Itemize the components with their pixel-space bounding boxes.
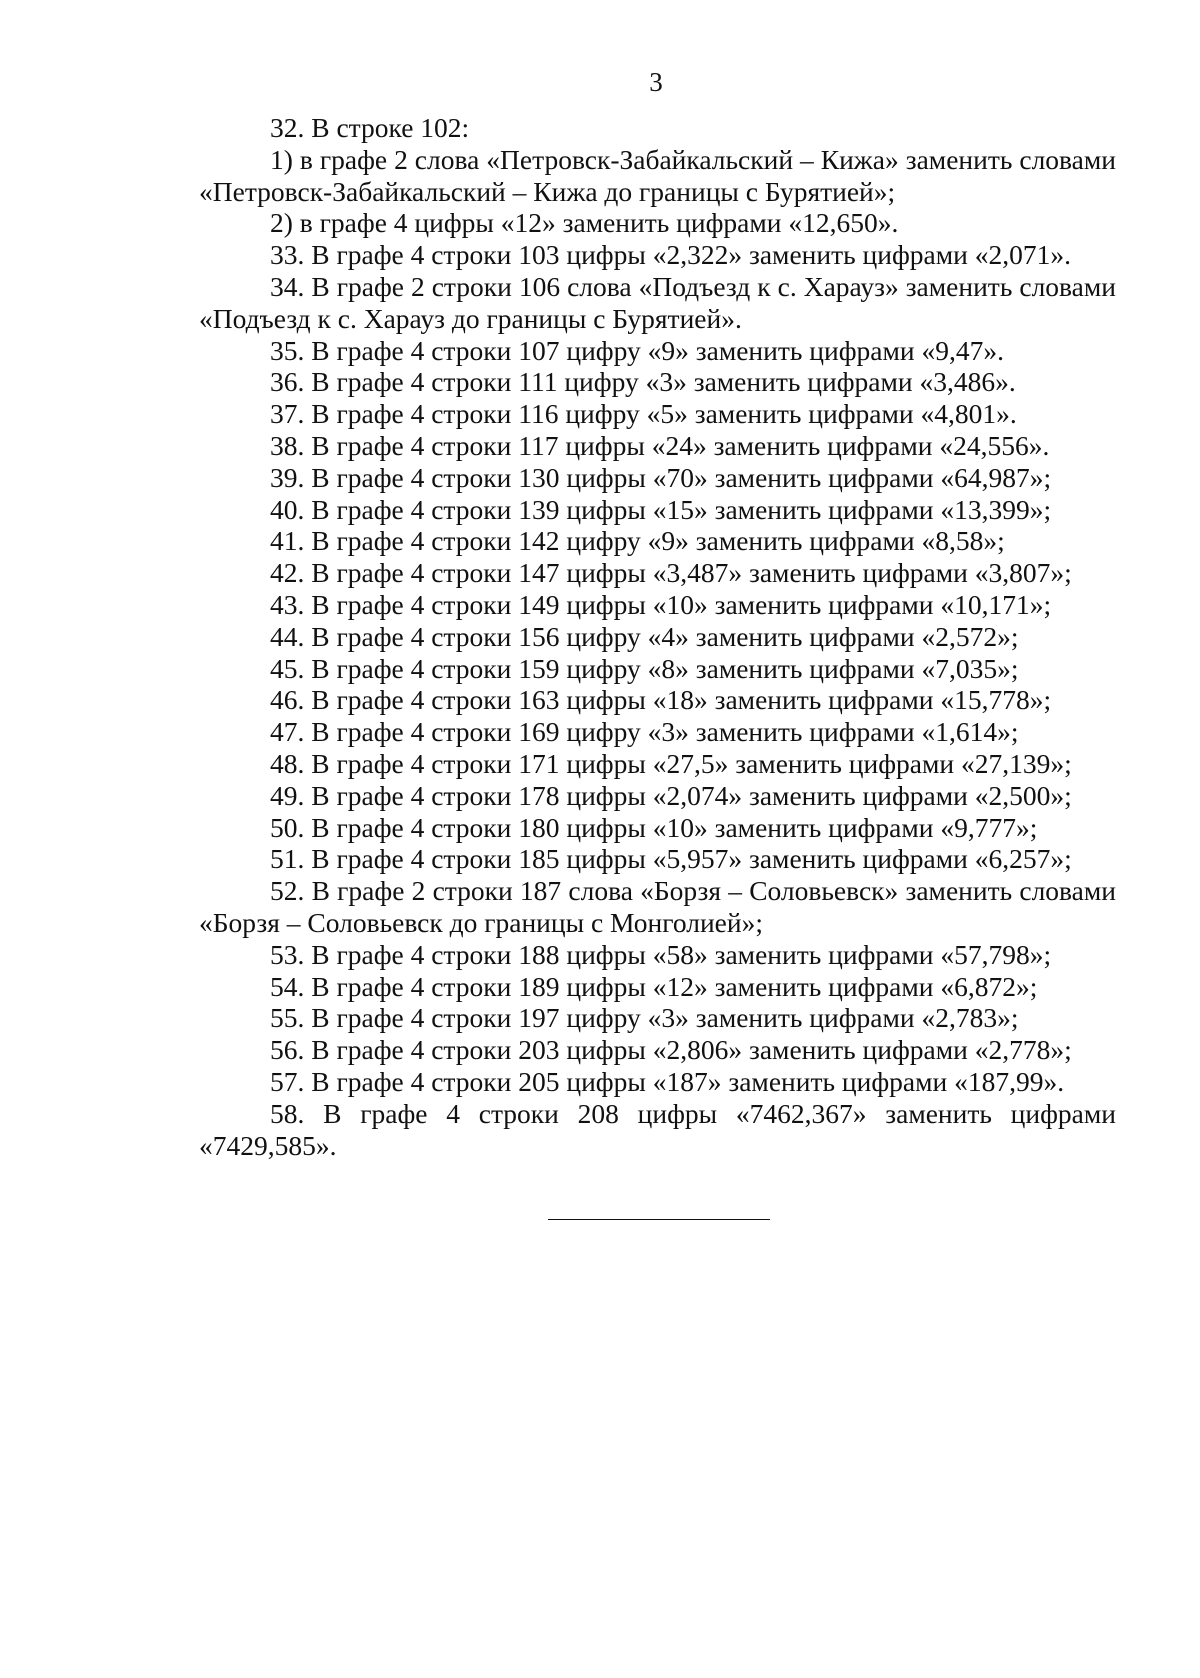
paragraph-text: 50. В графе 4 строки 180 цифры «10» заменить цифрами «9,777»; — [270, 811, 1038, 843]
list-item — [199, 684, 1116, 716]
paragraph-text: 2) в графе 4 цифры «12» заменить цифрами «12,650». — [270, 207, 899, 239]
paragraph-text: 44. В графе 4 строки 156 цифру «4» заменить цифрами «2,572»; — [270, 620, 1019, 652]
paragraph-text: 42. В графе 4 строки 147 цифры «3,487» заменить цифрами «3,807»; — [270, 557, 1072, 589]
list-item — [199, 398, 1116, 430]
list-item — [199, 971, 1116, 1003]
list-item — [199, 843, 1116, 875]
paragraph-text: 48. В графе 4 строки 171 цифры «27,5» заменить цифрами «27,139»; — [270, 747, 1072, 779]
list-item — [199, 462, 1116, 494]
paragraph-text: 56. В графе 4 строки 203 цифры «2,806» заменить цифрами «2,778»; — [270, 1034, 1072, 1066]
list-item — [199, 366, 1116, 398]
paragraph-text: 39. В графе 4 строки 130 цифры «70» заменить цифрами «64,987»; — [270, 461, 1052, 493]
list-item — [199, 1002, 1116, 1034]
list-item — [199, 812, 1116, 844]
list-item — [199, 621, 1116, 653]
paragraph-text: 46. В графе 4 строки 163 цифры «18» заменить цифрами «15,778»; — [270, 684, 1052, 716]
paragraph-continuation: «Петровск-Забайкальский – Кижа до границы с Бурятией»; — [199, 175, 896, 207]
paragraph-text: 47. В графе 4 строки 169 цифру «3» заменить цифрами «1,614»; — [270, 716, 1019, 748]
list-item — [199, 1066, 1116, 1098]
list-item — [199, 430, 1116, 462]
paragraph-text: 51. В графе 4 строки 185 цифры «5,957» заменить цифрами «6,257»; — [270, 843, 1072, 875]
list-item — [199, 716, 1116, 748]
list-item — [199, 112, 1116, 144]
closing-rule — [548, 1219, 770, 1220]
list-item — [199, 939, 1116, 971]
paragraph-continuation: «7429,585». — [199, 1129, 337, 1161]
list-item — [199, 557, 1116, 589]
paragraph-text: 37. В графе 4 строки 116 цифру «5» заменить цифрами «4,801». — [270, 398, 1017, 430]
list-item — [199, 589, 1116, 621]
paragraph-text: 1) в графе 2 слова «Петровск-Забайкальский – Кижа» заменить словами — [270, 143, 1116, 175]
paragraph-continuation: «Подъезд к с. Харауз до границы с Бурятией». — [199, 302, 742, 334]
page-number: 3 — [649, 67, 663, 97]
paragraph-text: 58. В графе 4 строки 208 цифры «7462,367» заменить цифрами — [270, 1097, 1116, 1129]
list-item — [199, 1098, 1116, 1162]
list-item — [199, 780, 1116, 812]
list-item — [199, 271, 1116, 335]
list-item — [199, 525, 1116, 557]
paragraph-text: 32. В строке 102: — [270, 112, 470, 143]
list-item — [199, 653, 1116, 685]
document-body — [199, 112, 1116, 1161]
paragraph-text: 38. В графе 4 строки 117 цифры «24» заменить цифрами «24,556». — [270, 429, 1050, 461]
list-item — [199, 239, 1116, 271]
list-item — [199, 494, 1116, 526]
paragraph-text: 35. В графе 4 строки 107 цифру «9» заменить цифрами «9,47». — [270, 334, 1005, 366]
list-item — [199, 748, 1116, 780]
list-item — [199, 1034, 1116, 1066]
paragraph-text: 55. В графе 4 строки 197 цифру «3» заменить цифрами «2,783»; — [270, 1002, 1019, 1034]
paragraph-text: 34. В графе 2 строки 106 слова «Подъезд к с. Харауз» заменить словами — [270, 270, 1116, 302]
paragraph-text: 49. В графе 4 строки 178 цифры «2,074» заменить цифрами «2,500»; — [270, 779, 1072, 811]
paragraph-text: 43. В графе 4 строки 149 цифры «10» заменить цифрами «10,171»; — [270, 588, 1052, 620]
list-item — [199, 335, 1116, 367]
paragraph-text: 41. В графе 4 строки 142 цифру «9» заменить цифрами «8,58»; — [270, 525, 1005, 557]
paragraph-text: 57. В графе 4 строки 205 цифры «187» заменить цифрами «187,99». — [270, 1065, 1065, 1097]
paragraph-text: 36. В графе 4 строки 111 цифру «3» заменить цифрами «3,486». — [270, 366, 1016, 398]
paragraph-text: 52. В графе 2 строки 187 слова «Борзя – Соловьевск» заменить словами — [270, 875, 1116, 907]
paragraph-text: 33. В графе 4 строки 103 цифры «2,322» заменить цифрами «2,071». — [270, 239, 1071, 271]
paragraph-text: 53. В графе 4 строки 188 цифры «58» заменить цифрами «57,798»; — [270, 938, 1052, 970]
paragraph-text: 40. В графе 4 строки 139 цифры «15» заменить цифрами «13,399»; — [270, 493, 1052, 525]
paragraph-text: 45. В графе 4 строки 159 цифру «8» заменить цифрами «7,035»; — [270, 652, 1019, 684]
list-item — [199, 207, 1116, 239]
list-item — [199, 875, 1116, 939]
paragraph-text: 54. В графе 4 строки 189 цифры «12» заменить цифрами «6,872»; — [270, 970, 1038, 1002]
list-item — [199, 144, 1116, 208]
paragraph-continuation: «Борзя – Соловьевск до границы с Монголией»; — [199, 906, 763, 938]
